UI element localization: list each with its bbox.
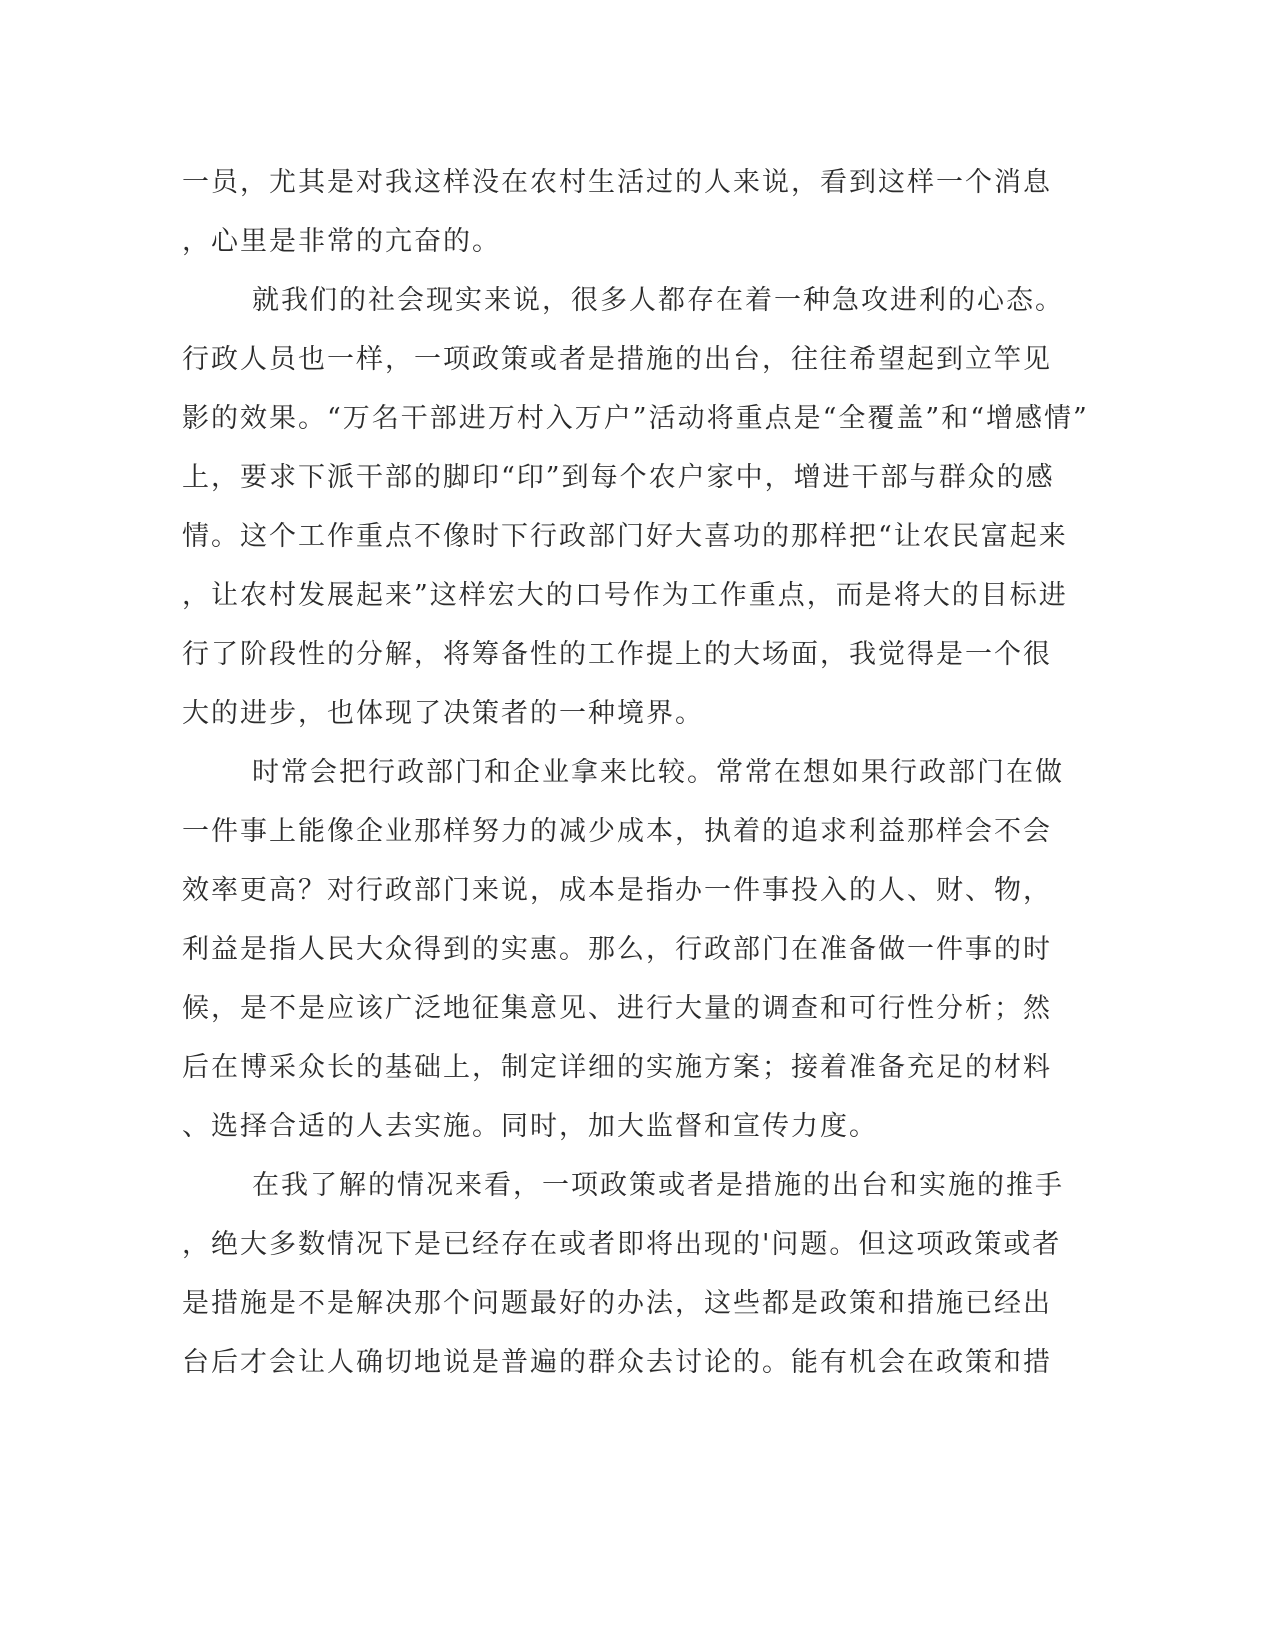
text-line: ，让农村发展起来”这样宏大的口号作为工作重点，而是将大的目标进	[182, 580, 1068, 611]
text-line: 行了阶段性的分解，将筹备性的工作提上的大场面，我觉得是一个很	[182, 639, 1052, 670]
text-line: ，绝大多数情况下是已经存在或者即将出现的'问题。但这项政策或者	[182, 1229, 1062, 1260]
text-line: ，心里是非常的亢奋的。	[182, 226, 501, 257]
text-line: 、选择合适的人去实施。同时，加大监督和宣传力度。	[182, 1111, 878, 1142]
text-line: 大的进步，也体现了决策者的一种境界。	[182, 698, 704, 729]
text-line: 利益是指人民大众得到的实惠。那么，行政部门在准备做一件事的时	[182, 934, 1052, 965]
text-line: 后在博采众长的基础上，制定详细的实施方案；接着准备充足的材料	[182, 1052, 1052, 1083]
text-line: 影的效果。“万名干部进万村入万户”活动将重点是“全覆盖”和“增感情”	[182, 403, 1089, 434]
text-line: 行政人员也一样，一项政策或者是措施的出台，往往希望起到立竿见	[182, 344, 1052, 375]
text-line: 一件事上能像企业那样努力的减少成本，执着的追求利益那样会不会	[182, 816, 1052, 847]
text-line: 台后才会让人确切地说是普遍的群众去讨论的。能有机会在政策和措	[182, 1347, 1052, 1378]
text-line: 上，要求下派干部的脚印“印”到每个农户家中，增进干部与群众的感	[182, 462, 1055, 493]
text-line: 效率更高？对行政部门来说，成本是指办一件事投入的人、财、物，	[182, 875, 1052, 906]
paragraph-first-line: 在我了解的情况来看，一项政策或者是措施的出台和实施的推手	[252, 1170, 1064, 1201]
text-line: 一员，尤其是对我这样没在农村生活过的人来说，看到这样一个消息	[182, 167, 1052, 198]
text-line: 是措施是不是解决那个问题最好的办法，这些都是政策和措施已经出	[182, 1288, 1052, 1319]
text-line: 候，是不是应该广泛地征集意见、进行大量的调查和可行性分析；然	[182, 993, 1052, 1024]
document-body	[182, 153, 1089, 1392]
paragraph-first-line: 时常会把行政部门和企业拿来比较。常常在想如果行政部门在做	[252, 757, 1064, 788]
text-line: 情。这个工作重点不像时下行政部门好大喜功的那样把“让农民富起来	[182, 521, 1068, 552]
paragraph-first-line: 就我们的社会现实来说，很多人都存在着一种急攻进利的心态。	[252, 285, 1064, 316]
